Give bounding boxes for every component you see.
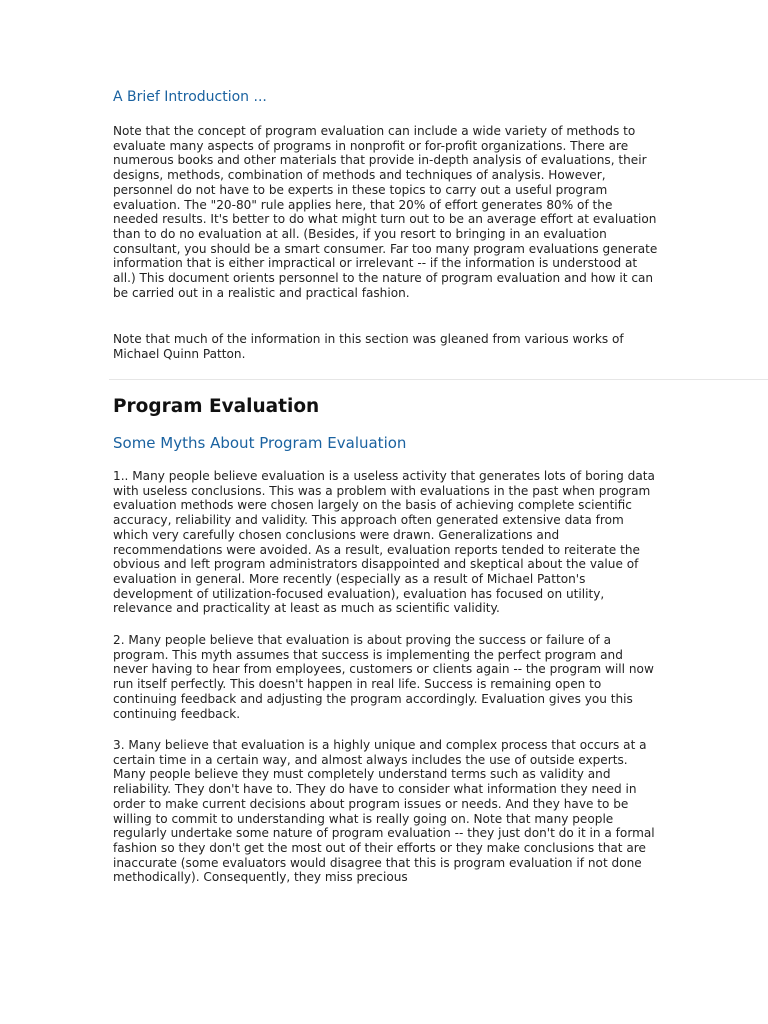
intro-paragraph: Note that the concept of program evaluation can include a wide variety of methods to evaluate many aspects of programs in nonprofit or for-profit organizations. There are numerous books and other materials that provide in-depth analysis of evaluations, their designs, methods, combination of methods and techniques of analysis. However, personnel do not have to be experts in these topics to carry out a useful program evaluation. The "20-80" rule applies here, that 20% of effort generates 80% of the needed results. It's better to do what might turn out to be an average effort at evaluation than to do no evaluation at all. (Besides, if you resort to bringing in an evaluation consultant, you should be a smart consumer. Far too many program evaluations generate information that is either impractical or irrelevant -- if the information is understood at all.) This document orients personnel to the nature of program evaluation and how it can be carried out in a realistic and practical fashion. (113, 124, 658, 300)
myth-paragraph: 3. Many believe that evaluation is a highly unique and complex process that occurs at a certain time in a certain way, and almost always includes the use of outside experts. Many people believe they must completely understand terms such as validity and reliability. They don't have to. They do have to consider what information they need in order to make current decisions about program issues or needs. And they have to be willing to commit to understanding what is really going on. Note that many people regularly undertake some nature of program evaluation -- they just don't do it in a formal fashion so they don't get the most out of their efforts or they make conclusions that are inaccurate (some evaluators would disagree that this is program evaluation if not done methodically). Consequently, they miss precious (113, 738, 655, 885)
section-title: Program Evaluation (113, 396, 320, 417)
section-divider (109, 379, 768, 380)
intro-heading: A Brief Introduction ... (113, 89, 267, 105)
myth-paragraph: 1.. Many people believe evaluation is a useless activity that generates lots of boring data with useless conclusions. This was a problem with evaluations in the past when program evaluation methods were chosen largely on the basis of achieving complete scientific accuracy, reliability and validity. This approach often generated extensive data from which very carefully chosen conclusions were drawn. Generalizations and recommendations were avoided. As a result, evaluation reports tended to reiterate the obvious and left program administrators disappointed and skeptical about the value of evaluation in general. More recently (especially as a result of Michael Patton's development of utilization-focused evaluation), evaluation has focused on utility, relevance and practicality at least as much as scientific validity. (113, 469, 655, 616)
myth-paragraph: 2. Many people believe that evaluation is about proving the success or failure of a program. This myth assumes that success is implementing the perfect program and never having to hear from employees, customers or clients again -- the program will now run itself perfectly. This doesn't happen in real life. Success is remaining open to continuing feedback and adjusting the program accordingly. Evaluation gives you this continuing feedback. (113, 633, 654, 721)
intro-paragraph: Note that much of the information in this section was gleaned from various works of Michael Quinn Patton. (113, 332, 624, 361)
myths-subheading: Some Myths About Program Evaluation (113, 434, 407, 452)
